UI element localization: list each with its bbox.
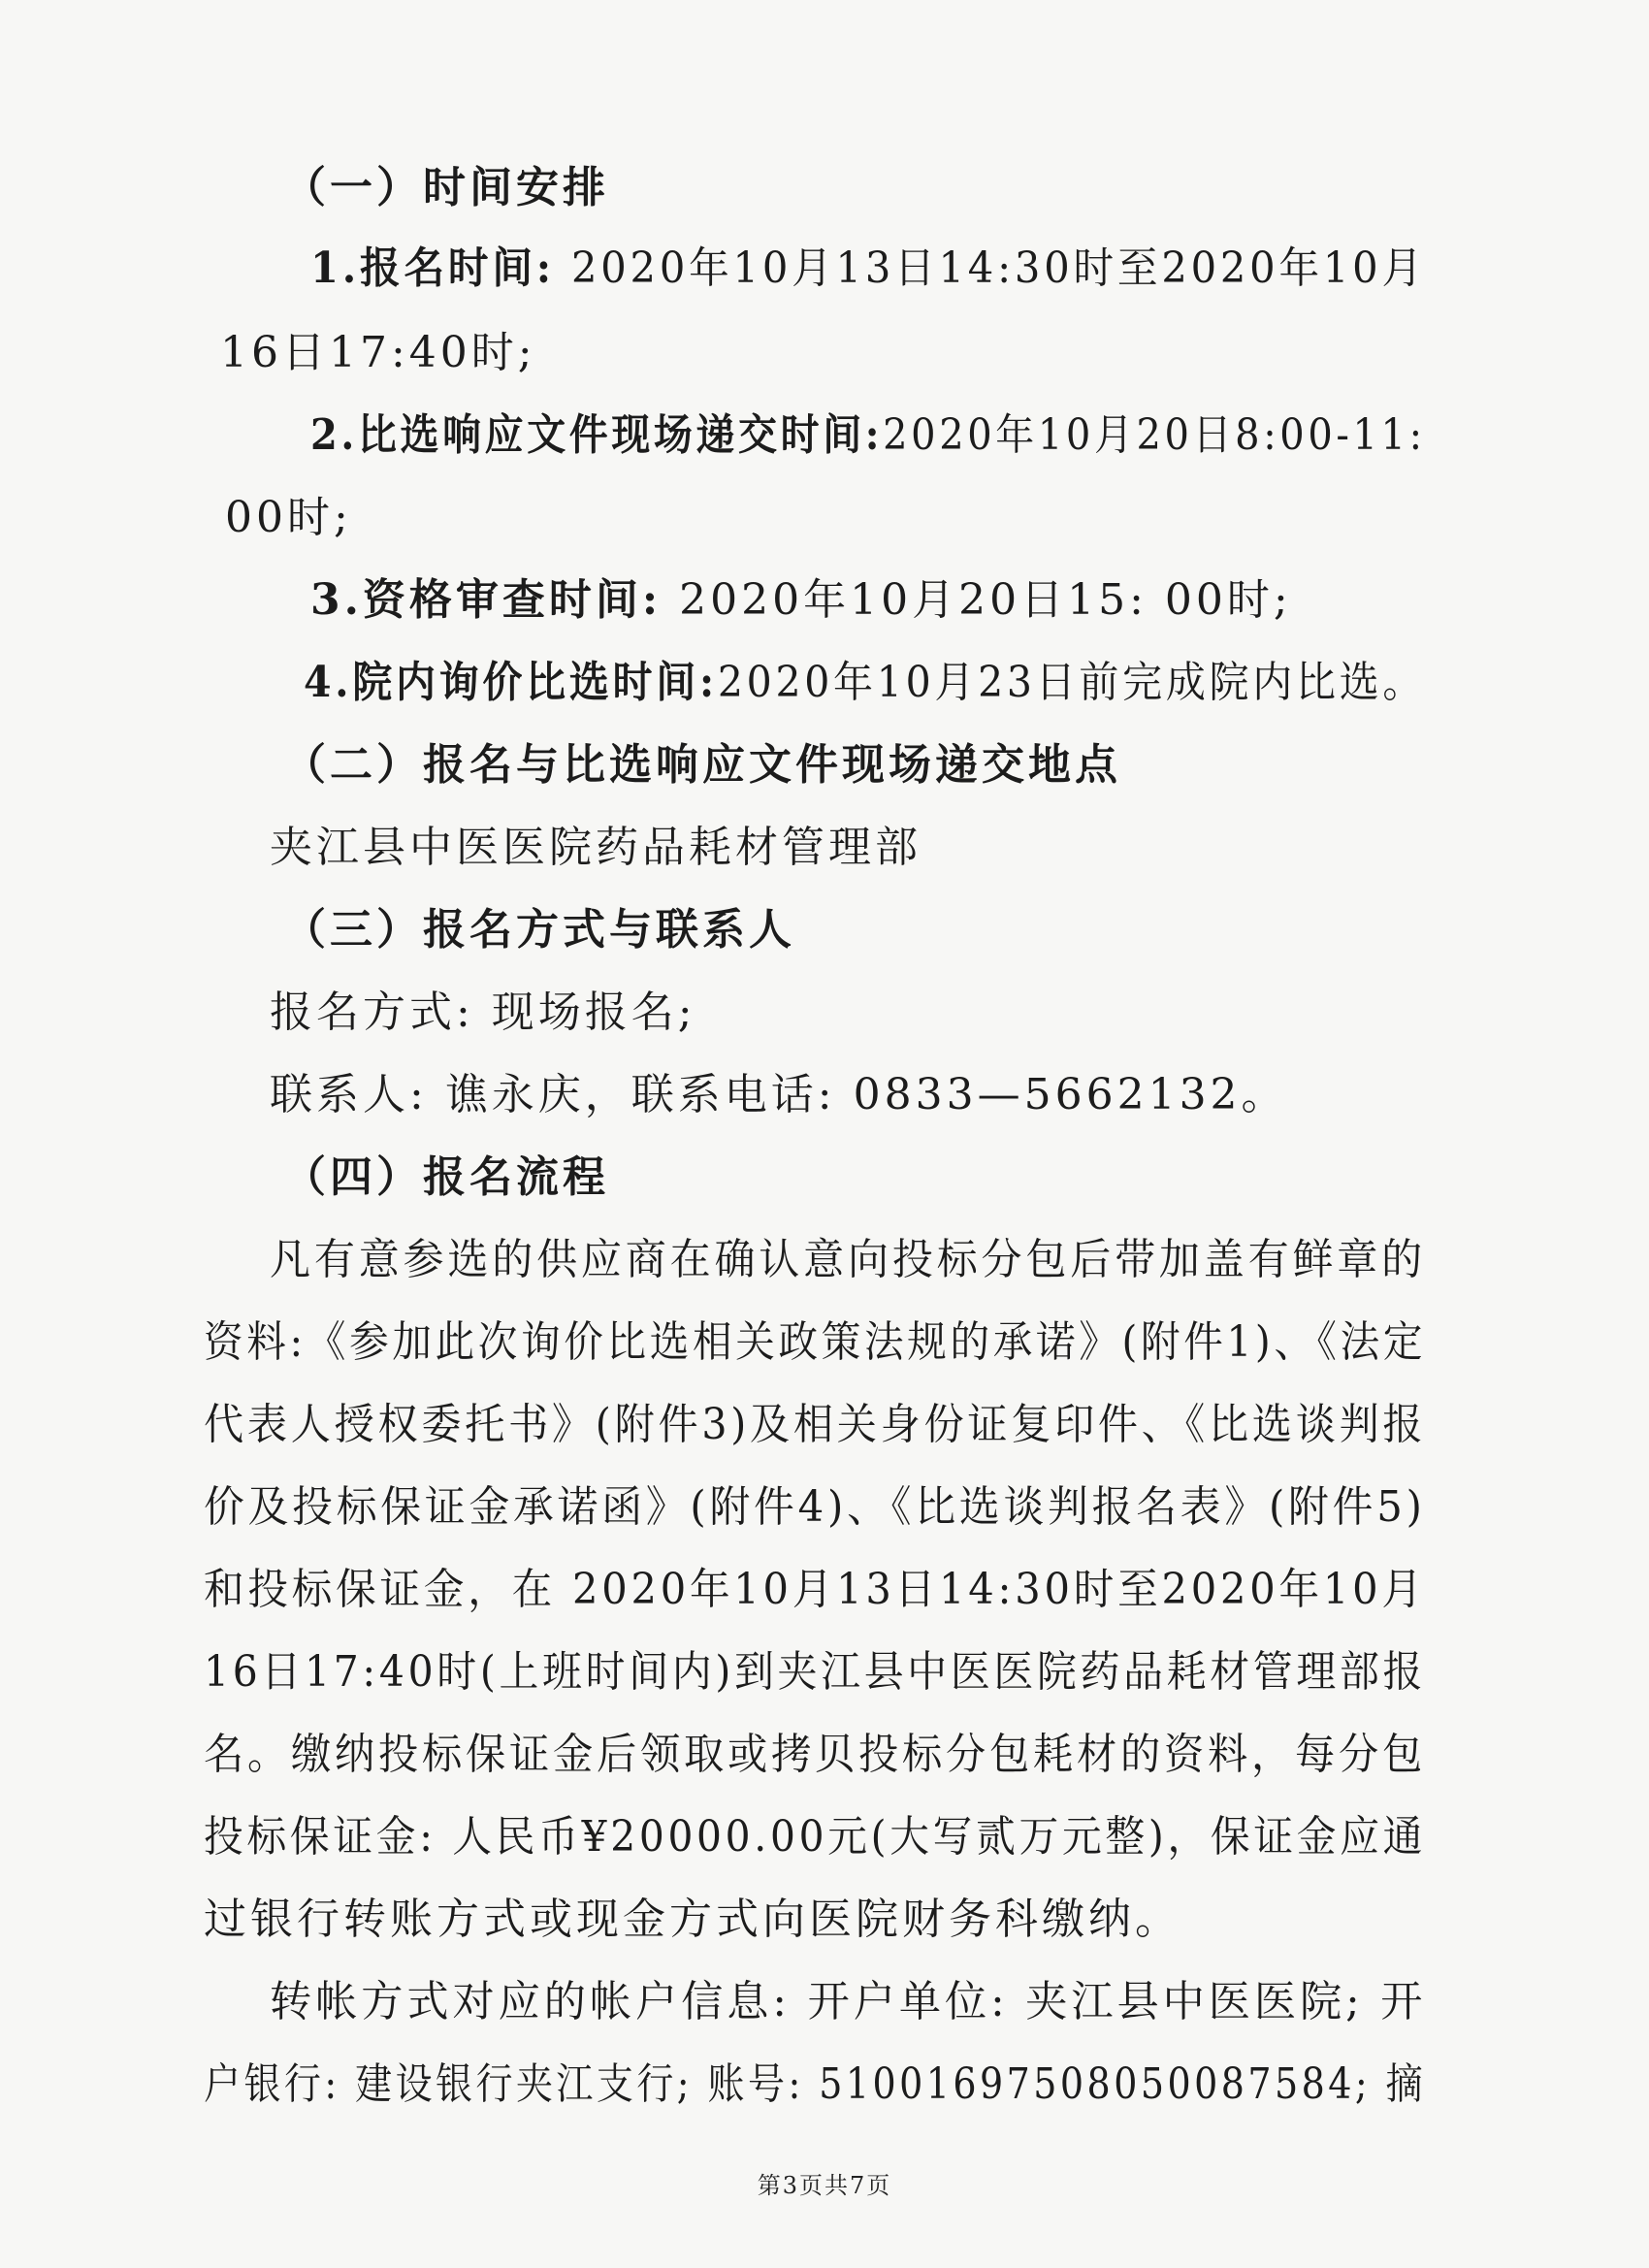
section-heading-schedule: （一）时间安排 <box>283 163 609 212</box>
process-paragraph-line: 投标保证金: 人民币¥20000.00元(大写贰万元整)，保证金应通 <box>204 1812 1427 1862</box>
location-text: 夹江县中医医院药品耗材管理部 <box>270 823 922 872</box>
section-heading-location: （二）报名与比选响应文件现场递交地点 <box>283 740 1121 790</box>
schedule-item-registration <box>310 243 1426 293</box>
schedule-item-submission <box>310 410 1426 460</box>
process-paragraph-line: 资料:《参加此次询价比选相关政策法规的承诺》(附件1)、《法定 <box>204 1317 1427 1367</box>
schedule-item-qualification <box>310 575 1292 625</box>
account-info-line: 户银行: 建设银行夹江支行; 账号: 51001697508050087584; 摘 <box>204 2059 1427 2109</box>
schedule-label: 2.比选响应文件现场递交时间: <box>310 410 884 460</box>
schedule-item-submission-cont: 00时; <box>225 493 352 542</box>
section-heading-process: （四）报名流程 <box>283 1152 609 1202</box>
schedule-item-price-comparison <box>304 658 1427 707</box>
schedule-label: 3.资格审查时间: <box>310 575 663 625</box>
process-paragraph-line: 和投标保证金，在 2020年10月13日14:30时至2020年10月 <box>204 1565 1426 1614</box>
contact-person: 联系人: 谯永庆，联系电话: 0833—5662132。 <box>270 1070 1288 1119</box>
process-paragraph-line: 价及投标保证金承诺函》(附件4)、《比选谈判报名表》(附件5) <box>204 1482 1426 1532</box>
registration-method: 报名方式: 现场报名; <box>270 988 696 1037</box>
schedule-label: 1.报名时间: <box>310 243 555 293</box>
schedule-item-registration-cont: 16日17:40时; <box>220 328 536 377</box>
account-info-line: 转帐方式对应的帐户信息: 开户单位: 夹江县中医医院; 开 <box>270 1977 1427 2026</box>
process-paragraph-line: 名。缴纳投标保证金后领取或拷贝投标分包耗材的资料，每分包 <box>204 1730 1426 1779</box>
schedule-value: 2020年10月20日15: 00时; <box>662 575 1292 625</box>
process-paragraph-line: 凡有意参选的供应商在确认意向投标分包后带加盖有鲜章的 <box>270 1235 1426 1284</box>
schedule-value: 2020年10月13日14:30时至2020年10月 <box>554 243 1426 293</box>
schedule-value: 2020年10月23日前完成院内比选。 <box>717 658 1427 707</box>
process-paragraph-line: 过银行转账方式或现金方式向医院财务科缴纳。 <box>204 1895 1181 1944</box>
page-number-footer: 第3页共7页 <box>757 2172 892 2199</box>
process-paragraph-line: 代表人授权委托书》(附件3)及相关身份证复印件、《比选谈判报 <box>204 1400 1427 1449</box>
schedule-label: 4.院内询价比选时间: <box>304 658 718 707</box>
process-paragraph-line: 16日17:40时(上班时间内)到夹江县中医医院药品耗材管理部报 <box>204 1647 1427 1697</box>
section-heading-contact: （三）报名方式与联系人 <box>283 905 795 955</box>
schedule-value: 2020年10月20日8:00-11: <box>883 410 1426 460</box>
